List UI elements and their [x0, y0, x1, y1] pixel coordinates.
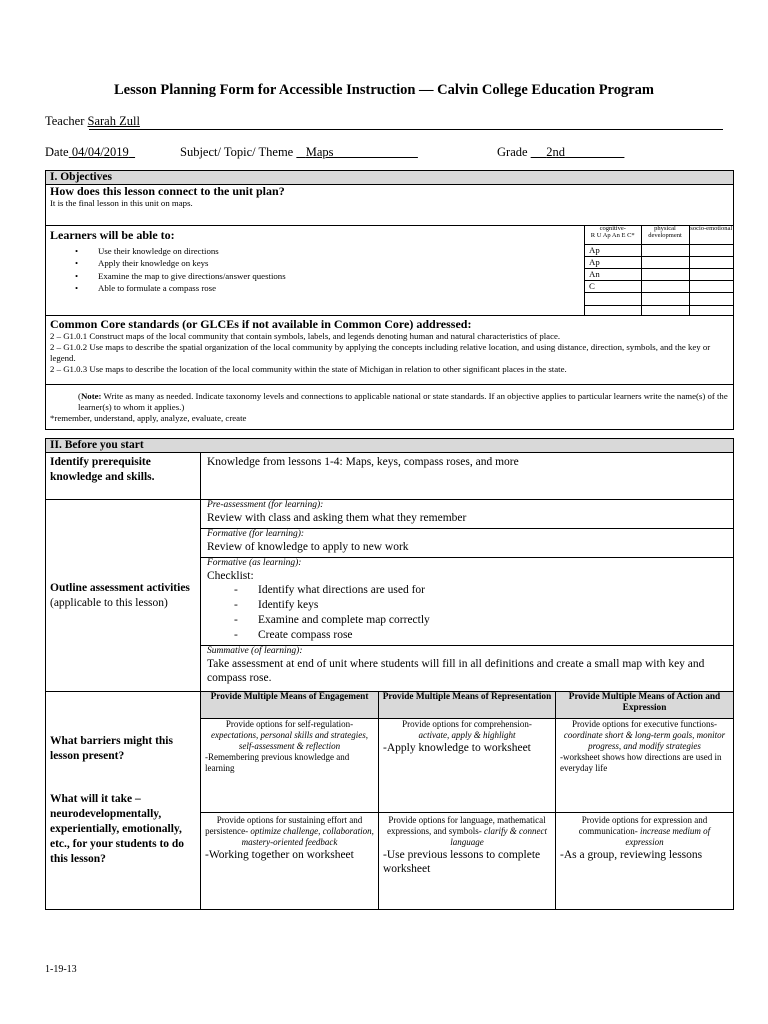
page-title: Lesson Planning Form for Accessible Instruction — Calvin College Education Program — [114, 82, 654, 98]
taxonomy-grid — [585, 225, 733, 315]
subject-row — [180, 145, 418, 160]
objectives-header: I. Objectives — [46, 171, 734, 185]
objectives-table — [45, 170, 734, 430]
pre-assessment-label: Pre-assessment (for learning): — [207, 500, 324, 510]
socio-value[interactable] — [689, 280, 733, 292]
date-label: Date — [45, 145, 69, 159]
teacher-label: Teacher — [45, 114, 85, 128]
summative-block[interactable] — [201, 646, 733, 691]
before-start-table — [45, 438, 734, 910]
taxonomy-cell — [585, 226, 734, 316]
cognitive-value[interactable] — [585, 305, 641, 315]
physical-value[interactable] — [641, 268, 689, 280]
formative-for-block[interactable] — [201, 529, 733, 558]
engagement-col-header: Provide Multiple Means of Engagement — [201, 692, 379, 719]
engagement-effort-note: -Working together on worksheet — [205, 849, 354, 861]
prereq-value-cell[interactable] — [201, 453, 734, 500]
note-label: Note: — [80, 391, 102, 401]
formative-for-value: Review of knowledge to apply to new work — [207, 541, 409, 553]
representation-comprehension-cell[interactable] — [379, 719, 556, 813]
teacher-value[interactable]: Sarah Zull — [87, 114, 140, 128]
engagement-regulation-cell[interactable] — [201, 719, 379, 813]
engagement-effort-detail: Provide options for sustaining effort and persistence- optimize challenge, collaboration, mastery-oriented feedback — [205, 815, 374, 847]
cognitive-value[interactable]: Ap — [585, 244, 641, 256]
representation-language-detail: Provide options for language, mathematical expressions, and symbols- clarify & connect language — [387, 815, 547, 847]
standards-cell[interactable] — [46, 316, 734, 385]
prereq-label-cell — [46, 453, 201, 500]
representation-col-header: Provide Multiple Means of Representation — [379, 692, 556, 719]
representation-comprehension-note: -Apply knowledge to worksheet — [383, 742, 531, 754]
socio-value[interactable] — [689, 244, 733, 256]
pre-assessment-block[interactable] — [201, 500, 733, 529]
action-communication-detail: Provide options for expression and communication- increase medium of expression — [578, 815, 711, 847]
learner-item: • Use their knowledge on directions — [50, 245, 580, 257]
socio-col-header: socio-emotional — [689, 225, 733, 244]
barriers-label-cell — [46, 692, 201, 910]
formative-as-value: Checklist: — [207, 570, 254, 582]
assessment-activities-cell — [201, 500, 734, 692]
formative-for-label: Formative (for learning): — [207, 529, 305, 539]
summative-label: Summative (of learning): — [207, 646, 303, 656]
action-executive-detail: Provide options for executive functions- coordinate short & long-term goals, monitor progress, and modify strategies — [563, 719, 726, 751]
physical-value[interactable] — [641, 305, 689, 315]
action-communication-note: -As a group, reviewing lessons — [560, 849, 703, 861]
assessment-sublabel: (applicable to this lesson) — [50, 596, 168, 609]
teacher-underline — [89, 129, 723, 130]
unit-connection-cell[interactable] — [46, 185, 734, 226]
engagement-regulation-detail: expectations, personal skills and strategies, self-assessment & reflection — [211, 730, 368, 751]
physical-value[interactable] — [641, 280, 689, 292]
representation-language-note: -Use previous lessons to complete worksheet — [383, 849, 541, 875]
pre-assessment-value: Review with class and asking them what they remember — [207, 512, 467, 524]
physical-col-header: physical development — [641, 225, 689, 244]
standard-item: 2 – G1.0.2 Use maps to describe the spatial organization of the local community by applying the concepts including relative location, and using distance, direction, symbols, and the key or legend. — [50, 342, 711, 363]
checklist-item: - Identify keys — [207, 598, 727, 613]
engagement-regulation-note: -Remembering previous knowledge and learning — [205, 752, 350, 773]
formative-as-label: Formative (as learning): — [207, 558, 302, 568]
physical-value[interactable] — [641, 244, 689, 256]
checklist-item: - Create compass rose — [207, 628, 727, 643]
date-row — [45, 145, 135, 160]
subject-label: Subject/ Topic/ Theme — [180, 145, 294, 159]
barriers-label: What barriers might this lesson present? — [50, 735, 173, 762]
checklist-item: - Identify what directions are used for — [207, 583, 727, 598]
engagement-regulation-head: Provide options for self-regulation- — [225, 719, 354, 729]
grade-label: Grade — [497, 145, 528, 159]
assessment-label-cell — [46, 500, 201, 692]
grade-value[interactable]: 2nd — [546, 145, 566, 159]
representation-language-cell[interactable] — [379, 813, 556, 910]
assessment-label: Outline assessment activities — [50, 581, 190, 594]
action-expression-col-header: Provide Multiple Means of Action and Expression — [556, 692, 734, 719]
learner-item: • Apply their knowledge on keys — [50, 257, 580, 269]
cognitive-value[interactable]: C — [585, 280, 641, 292]
standard-item: 2 – G1.0.1 Construct maps of the local community that contain symbols, labels, and legends denoting human and natural characteristics of place. — [50, 331, 561, 341]
socio-value[interactable] — [689, 292, 733, 305]
grade-row — [497, 145, 624, 160]
action-executive-cell[interactable] — [556, 719, 734, 813]
representation-comprehension-head: Provide options for comprehension- — [402, 719, 532, 729]
what-it-takes-label: What will it take – neurodevelopmentally, experientially, emotionally, etc., for your students to do this lesson? — [50, 793, 185, 865]
standard-item: 2 – G1.0.3 Use maps to describe the location of the local community within the state of Michigan in relation to other significant places in the state. — [50, 364, 567, 374]
unit-question: How does this lesson connect to the unit plan? — [50, 184, 285, 198]
action-communication-cell[interactable] — [556, 813, 734, 910]
cognitive-col-header: cognitive- R U Ap An E C* — [585, 225, 641, 244]
learner-list — [50, 245, 580, 294]
cognitive-value[interactable]: An — [585, 268, 641, 280]
cognitive-value[interactable]: Ap — [585, 256, 641, 268]
standards-title: Common Core standards (or GLCEs if not available in Common Core) addressed: — [50, 317, 472, 331]
subject-value[interactable]: Maps — [305, 145, 334, 159]
cognitive-value[interactable] — [585, 292, 641, 305]
socio-value[interactable] — [689, 268, 733, 280]
action-executive-note: -worksheet shows how directions are used in everyday life — [560, 752, 722, 773]
prereq-value: Knowledge from lessons 1-4: Maps, keys, compass roses, and more — [207, 456, 519, 468]
learners-title: Learners will be able to: — [50, 228, 175, 242]
socio-value[interactable] — [689, 256, 733, 268]
physical-value[interactable] — [641, 256, 689, 268]
formative-as-block[interactable] — [201, 558, 733, 646]
summative-value: Take assessment at end of unit where students will fill in all definitions and create a small map with key and compass rose. — [207, 658, 705, 684]
learner-item: • Examine the map to give directions/answer questions — [50, 270, 580, 282]
engagement-effort-cell[interactable] — [201, 813, 379, 910]
footer-date: 1-19-13 — [45, 964, 77, 975]
remember-text: *remember, understand, apply, analyze, evaluate, create — [50, 413, 247, 423]
date-value[interactable]: 04/04/2019 — [71, 145, 129, 159]
prereq-label: Identify prerequisite knowledge and skills. — [50, 456, 155, 483]
note-text: (Note: Write as many as needed. Indicate taxonomy levels and connections to applicable national or state standards. If an objective applies to particular learners write the name(s) of the learner(s) to whom it applies.) — [78, 391, 728, 412]
socio-value[interactable] — [689, 305, 733, 315]
note-cell — [46, 385, 734, 430]
teacher-row — [45, 114, 140, 129]
physical-value[interactable] — [641, 292, 689, 305]
unit-answer: It is the final lesson in this unit on maps. — [50, 198, 193, 208]
before-start-header: II. Before you start — [46, 439, 734, 453]
checklist — [207, 583, 727, 643]
representation-comprehension-detail: activate, apply & highlight — [418, 730, 516, 740]
learners-cell[interactable] — [46, 226, 585, 316]
checklist-item: - Examine and complete map correctly — [207, 613, 727, 628]
learner-item: • Able to formulate a compass rose — [50, 282, 580, 294]
